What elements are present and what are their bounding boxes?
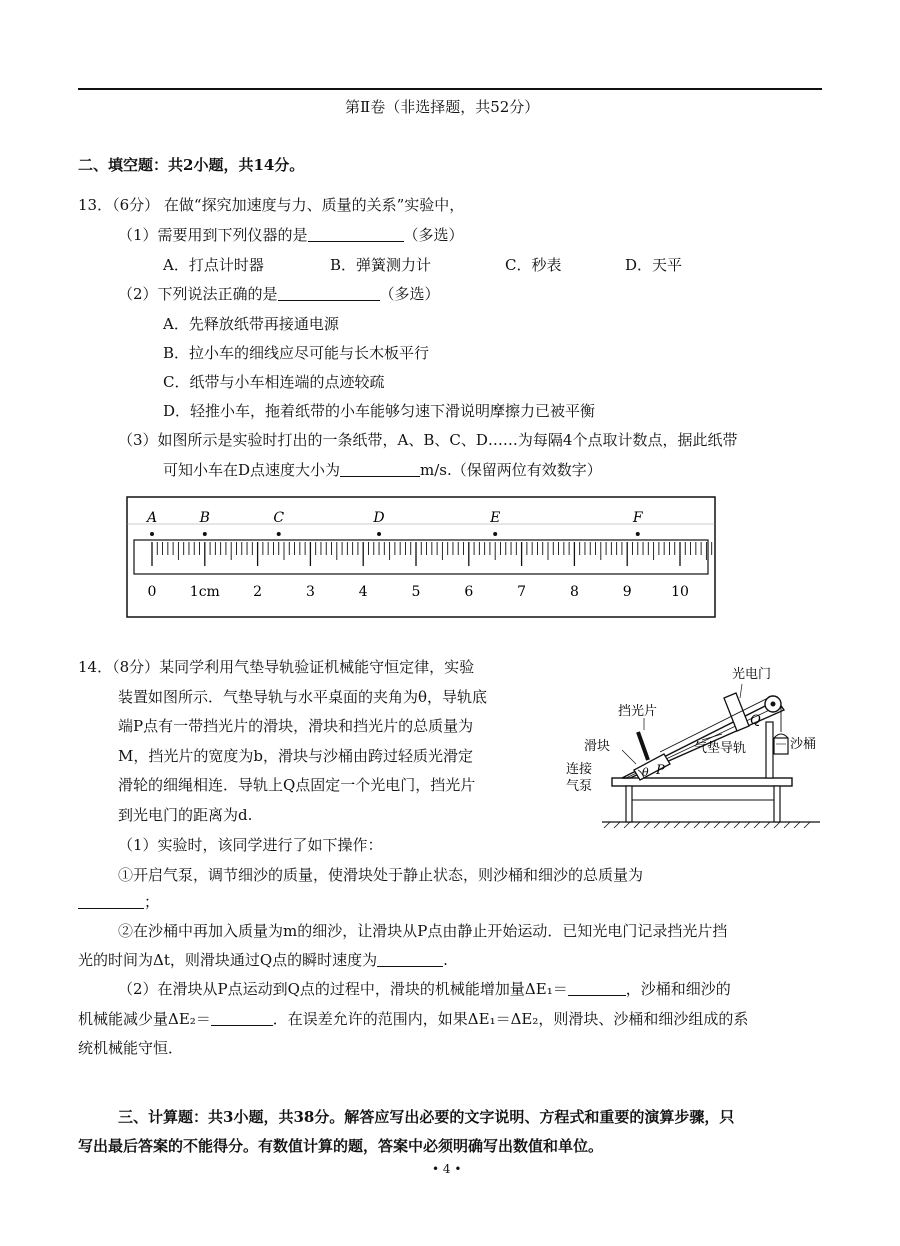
page-number: • 4 •: [432, 1162, 462, 1176]
q14-part2-suffix1: ，沙桶和细沙的: [625, 980, 731, 998]
label-slider: 滑块: [584, 739, 611, 754]
ruler-label: 9: [622, 584, 632, 600]
tape-point-label: C: [273, 510, 285, 526]
label-p: P: [656, 763, 665, 778]
table-leg-right: [774, 786, 780, 822]
q13-part3-suffix: m/s.（保留两位有效数字）: [420, 461, 602, 479]
q14-line-3: 端P点有一带挡光片的滑块，滑块和挡光片的总质量为: [118, 717, 474, 735]
label-photogate: 光电门: [732, 667, 772, 682]
q13-p2-option-c: C．纸带与小车相连端的点迹较疏: [163, 373, 385, 391]
tape-point-label: B: [199, 510, 210, 526]
sand-bucket: [774, 738, 788, 754]
section3-line1: 三、计算题：共3小题，共38分。解答应写出必要的文字说明、方程式和重要的演算步骤，只: [118, 1108, 735, 1126]
part-title: 第Ⅱ卷（非选择题，共52分）: [345, 98, 540, 116]
q14-step1-end: ；: [144, 893, 160, 911]
tape-point-label: D: [373, 510, 385, 526]
tape-point-label: A: [146, 510, 158, 526]
q14-part2-line1: [118, 978, 731, 999]
tape-dot: [377, 532, 381, 536]
tape-point-label: F: [632, 510, 643, 526]
ruler-label: 8: [569, 584, 579, 600]
label-q: Q: [750, 713, 761, 728]
ruler-label: 0: [147, 584, 157, 600]
ruler-label: 6: [464, 584, 474, 600]
q13-stem: 13．（6分） 在做“探究加速度与力、质量的关系”实验中，: [78, 196, 465, 214]
label-sand-bucket: 沙桶: [790, 737, 817, 752]
answer-blank[interactable]: [211, 1011, 273, 1026]
q13-p1-option-a: A．打点计时器: [163, 256, 264, 274]
leader-slider: [622, 750, 636, 764]
shade-plate: [638, 732, 648, 760]
q13-part2-prefix: （2）下列说法正确的是: [118, 285, 278, 303]
ruler-label: 10: [671, 584, 689, 600]
ground-hatch: [604, 822, 810, 828]
ruler-label: 3: [305, 584, 315, 600]
answer-blank[interactable]: [340, 462, 420, 477]
answer-blank[interactable]: [568, 981, 626, 996]
tape-dot: [277, 532, 281, 536]
q13-part2: [118, 283, 440, 304]
q14-part2-suffix2: ．在误差允许的范围内，如果ΔE₁＝ΔE₂，则滑块、沙桶和细沙组成的系: [272, 1010, 749, 1028]
tape-dot: [150, 532, 154, 536]
answer-blank[interactable]: [377, 952, 443, 967]
q14-step1: ①开启气泵，调节细沙的质量，使滑块处于静止状态，则沙桶和细沙的总质量为: [118, 866, 644, 884]
q14-step1-answer: [78, 891, 159, 912]
section2-title: 二、填空题：共2小题，共14分。: [78, 156, 305, 174]
q14-step2-end: .: [443, 951, 448, 969]
q13-part2-suffix: （多选）: [379, 285, 440, 303]
section3-line2: 写出最后答案的不能得分。有数值计算的题，答案中必须明确写出数值和单位。: [78, 1137, 604, 1155]
tape-dot: [203, 532, 207, 536]
answer-blank[interactable]: [278, 286, 380, 301]
label-connect: 连接: [566, 762, 593, 777]
q14-line-2: 装置如图所示．气垫导轨与水平桌面的夹角为θ，导轨底: [118, 688, 488, 706]
leader-photogate: [740, 684, 742, 698]
q13-p2-option-d: D．轻推小车，拖着纸带的小车能够匀速下滑说明摩擦力已被平衡: [163, 402, 596, 420]
q13-p1-option-c: C．秒表: [505, 256, 562, 274]
support-post: [766, 722, 773, 778]
tape-point-label: E: [490, 510, 501, 526]
q13-p2-option-b: B．拉小车的细线应尽可能与长木板平行: [163, 344, 430, 362]
q14-part2-line3: 统机械能守恒．: [78, 1039, 184, 1057]
ruler-label: 1cm: [189, 584, 220, 600]
ruler-label: 5: [411, 584, 421, 600]
q13-part1-prefix: （1）需要用到下列仪器的是: [118, 226, 308, 244]
q13-p1-option-d: D．天平: [625, 256, 683, 274]
q14-step2-line1: ②在沙桶中再加入质量为m的细沙，让滑块从P点由静止开始运动．已知光电门记录挡光片挡: [118, 922, 728, 940]
label-air-pump: 气泵: [566, 779, 593, 794]
paper-tape-figure: [126, 496, 716, 618]
q14-part1-intro: （1）实验时，该同学进行了如下操作：: [118, 836, 383, 854]
ruler-label: 4: [358, 584, 368, 600]
table-leg-left: [626, 786, 632, 822]
q13-part1: [118, 224, 464, 245]
ruler-label: 2: [253, 584, 263, 600]
tape-dot: [493, 532, 497, 536]
q13-p1-option-b: B．弹簧测力计: [330, 256, 432, 274]
q14-part2-line2: [78, 1008, 748, 1029]
q13-p2-option-a: A．先释放纸带再接通电源: [163, 315, 339, 333]
air-track-figure: [552, 660, 830, 830]
q14-line-6: 到光电门的距离为d.: [118, 806, 253, 824]
q14-line-1: 14．（8分）某同学利用气垫导轨验证机械能守恒定律，实验: [78, 658, 475, 676]
q14-part2-prefix2: 机械能减少量ΔE₂＝: [78, 1010, 211, 1028]
q14-line-5: 滑轮的细绳相连．导轨上Q点固定一个光电门，挡光片: [118, 776, 476, 794]
q13-part1-suffix: （多选）: [403, 226, 464, 244]
answer-blank[interactable]: [308, 227, 404, 242]
label-theta: θ: [642, 766, 649, 779]
q13-part3-line2: [163, 459, 602, 480]
tape-dot: [636, 532, 640, 536]
answer-blank[interactable]: [78, 894, 144, 909]
q14-line-4: M，挡光片的宽度为b，滑块与沙桶由跨过轻质光滑定: [118, 747, 473, 765]
q14-step2-line2: [78, 949, 448, 970]
label-air-track: 气垫导轨: [694, 741, 747, 756]
label-shade-plate: 挡光片: [618, 704, 658, 719]
q13-part3-line1: （3）如图所示是实验时打出的一条纸带，A、B、C、D……为每隔4个点取计数点，据此纸带: [118, 431, 738, 449]
top-rule: [78, 88, 822, 90]
q14-part2-prefix1: （2）在滑块从P点运动到Q点的过程中，滑块的机械能增加量ΔE₁＝: [118, 980, 568, 998]
q14-step2-prefix: 光的时间为Δt，则滑块通过Q点的瞬时速度为: [78, 951, 378, 969]
q13-part3-prefix: 可知小车在D点速度大小为: [163, 461, 341, 479]
ruler-label: 7: [517, 584, 527, 600]
pulley-axle: [771, 702, 776, 707]
